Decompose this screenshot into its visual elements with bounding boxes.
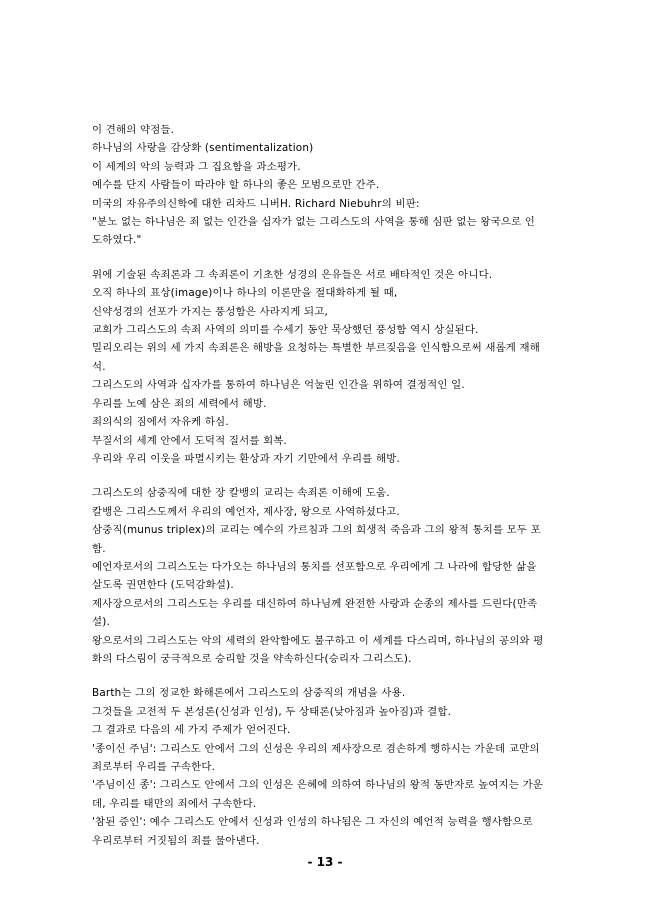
- text-line: '종이신 주님': 그리스도 안에서 그의 신성은 우리의 제사장으로 겸손하게 행하시는 가운데 교만의: [92, 742, 540, 755]
- text-line: '주님이신 종': 그리스도 안에서 그의 인성은 은혜에 의하여 하나님의 왕적 동반자로 높여지는 가운: [92, 779, 544, 792]
- text-line: 죄의식의 짐에서 자유케 하심.: [92, 416, 229, 429]
- paragraph-threefold-office: [92, 484, 560, 668]
- paragraph-metaphors: [92, 266, 560, 468]
- text-line: Barth는 그의 정교한 화해론에서 그리스도의 삼중직의 개념을 사용.: [92, 687, 406, 700]
- text-line: 밀리오리는 위의 세 가지 속죄론은 해방을 요청하는 특별한 부르짖음을 인식함으로써 새롭게 재해: [92, 342, 541, 355]
- text-line: 우리와 우리 이웃을 파멸시키는 환상과 자기 기만에서 우리를 해방.: [92, 452, 400, 465]
- text-line: 이 세계의 악의 능력과 그 집요함을 과소평가.: [92, 160, 301, 173]
- text-line: 석.: [92, 360, 106, 373]
- text-line: 그것들을 고전적 두 본성론(신성과 인성), 두 상태론(낮아짐과 높아짐)과 결합.: [92, 705, 452, 718]
- text-line: 제사장으로서의 그리스도는 우리를 대신하여 하나님께 완전한 사랑과 순종의 제사를 드린다(만족: [92, 597, 538, 610]
- text-line: 함.: [92, 542, 106, 555]
- page-number: - 13 -: [307, 855, 343, 869]
- text-line: 왕으로서의 그리스도는 악의 세력의 완악함에도 불구하고 이 세계를 다스리며, 하나님의 공의와 평: [92, 634, 544, 647]
- text-line: 그리스도의 사역과 십자가를 통하여 하나님은 억눌린 인간을 위하여 결정적인 일.: [92, 379, 465, 392]
- text-line: 하나님의 사랑을 감상화 (sentimentalization): [92, 142, 314, 155]
- text-line: "분노 없는 하나님은 죄 없는 인간을 십자가 없는 그리스도의 사역을 통해 심판 없는 왕국으로 인: [92, 216, 536, 229]
- text-line: 삼중직(munus triplex)의 교리는 예수의 가르침과 그의 희생적 죽음과 그의 왕적 통치를 모두 포: [92, 524, 541, 537]
- text-line: 오직 하나의 표상(image)이나 하나의 이론만을 절대화하게 될 때,: [92, 287, 398, 300]
- text-line: '참된 증인': 예수 그리스도 안에서 신성과 인성의 하나됨은 그 자신의 예언적 능력을 행사함으로: [92, 816, 533, 829]
- text-line: 그리스도의 삼중직에 대한 장 칼뱅의 교리는 속죄론 이해에 도움.: [92, 487, 390, 500]
- paragraph-weaknesses: [92, 121, 560, 250]
- text-line: 살도록 권면한다 (도덕감화설).: [92, 579, 234, 592]
- text-line: 우리를 노예 삼은 죄의 세력에서 해방.: [92, 397, 267, 410]
- text-line: 신약성경의 선포가 가지는 풍성함은 사라지게 되고,: [92, 305, 328, 318]
- paragraph-barth: [92, 684, 560, 850]
- text-line: 화의 다스림이 궁극적으로 승리할 것을 약속하신다(승리자 그리스도).: [92, 652, 412, 665]
- text-line: 도하였다.": [92, 234, 142, 247]
- text-line: 죄로부터 우리를 구속한다.: [92, 761, 216, 773]
- text-line: 위에 기술된 속죄론과 그 속죄론이 기초한 성경의 은유들은 서로 배타적인 것은 아니다.: [92, 268, 493, 281]
- text-line: 우리로부터 거짓됨의 죄를 물아낸다.: [92, 834, 260, 847]
- text-line: 무질서의 세계 안에서 도덕적 질서를 회복.: [92, 434, 288, 447]
- text-line: 이 견해의 약점들.: [92, 124, 175, 136]
- text-line: 그 결과로 다음의 세 가지 주제가 얻어진다.: [92, 724, 291, 737]
- text-line: 데, 우리를 태만의 죄에서 구속한다.: [92, 797, 257, 810]
- text-line: 교회가 그리스도의 속죄 사역의 의미를 수세기 동안 묵상했던 풍성함 역시 상실된다.: [92, 324, 479, 337]
- text-line: 예언자로서의 그리스도는 다가오는 하나님의 통치를 선포함으로 우리에게 그 나라에 합당한 삶을: [92, 560, 537, 573]
- text-line: 칼뱅은 그리스도께서 우리의 예언자, 제사장, 왕으로 사역하셨다고.: [92, 505, 400, 518]
- page-body: [92, 121, 560, 866]
- text-line: 미국의 자유주의신학에 대한 리차드 니버H. Richard Niebuhr의 비판:: [92, 197, 420, 210]
- text-line: 예수를 단지 사람들이 따라야 할 하나의 좋은 모범으로만 간주.: [92, 179, 380, 192]
- text-line: 설).: [92, 616, 110, 629]
